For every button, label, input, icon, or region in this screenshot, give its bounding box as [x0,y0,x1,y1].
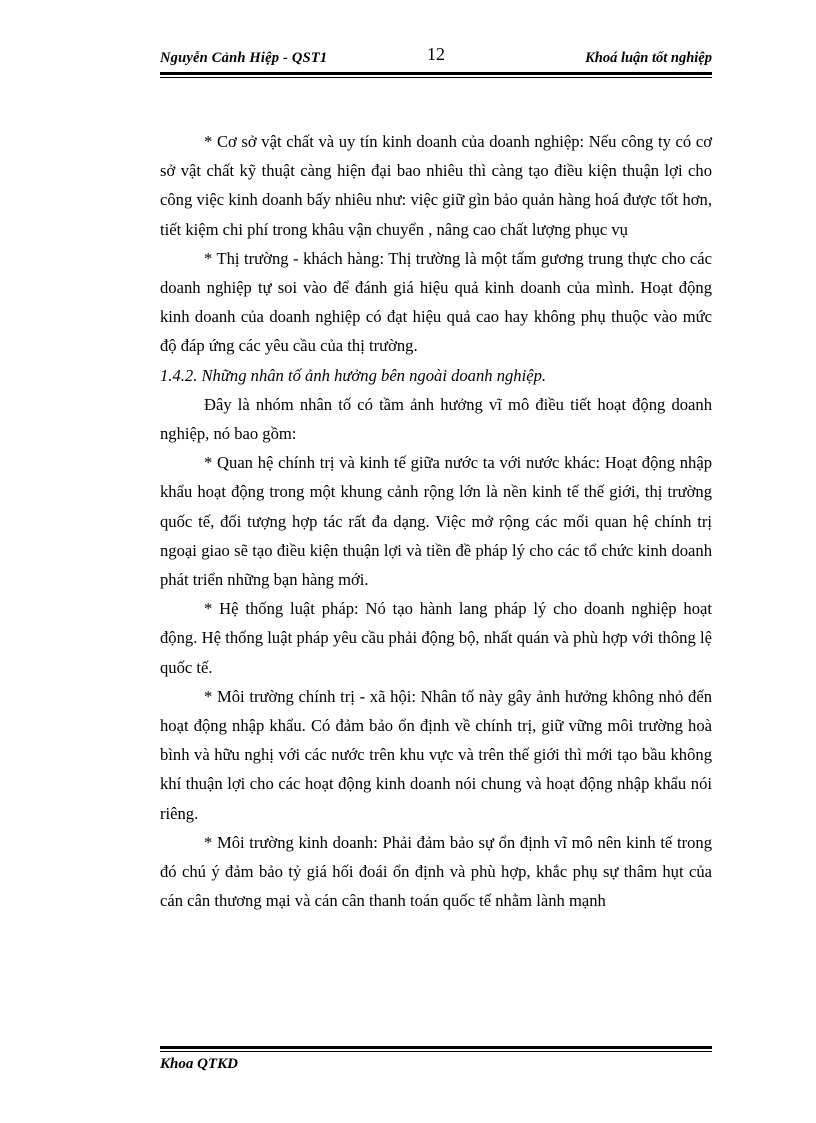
page-body [160,127,712,915]
page-number: 12 [427,44,445,64]
paragraph-business-environment: * Môi trường kinh doanh: Phải đảm bảo sự ổn định vĩ mô nên kinh tế trong đó chú ý đảm bảo tỷ giá hối đoái ổn định và phù hợp, khắc phụ sự thâm hụt của cán cân thương mại và cán cân thanh toán quốc tế nhằm lành mạnh [160,832,712,911]
header-doc-title: Khoá luận tốt nghiệp [585,50,712,66]
paragraph-political-relations: * Quan hệ chính trị và kinh tế giữa nước ta với nước khác: Hoạt động nhập khẩu hoạt động trong một khung cảnh rộng lớn là nền kinh tế thế giới, thị trường quốc tế, đối tượng hợp tác rất đa dạng. Việc mở rộng các mối quan hệ chính trị ngoại giao sẽ tạo điều kiện thuận lợi và tiền đề pháp lý cho các tổ chức kinh doanh phát triển những bạn hàng mới. [160,453,712,590]
page-header [160,44,712,68]
paragraph-political-social: * Môi trường chính trị - xã hội: Nhân tố này gây ảnh hưởng không nhỏ đến hoạt động nhập khẩu. Có đảm bảo ổn định về chính trị, giữ vững môi trường hoà bình và hữu nghị với các nước trên khu vực và trên thế giới thì mới tạo bầu không khí thuận lợi cho các hoạt động kinh doanh nói chung và hoạt động nhập khẩu nói riêng. [160,686,712,823]
paragraph-intro: Đây là nhóm nhân tố có tầm ảnh hưởng vĩ mô điều tiết hoạt động doanh nghiệp, nó bao gồm: [160,394,712,444]
paragraph-facilities: * Cơ sở vật chất và uy tín kinh doanh của doanh nghiệp: Nếu công ty có cơ sở vật chất kỹ thuật càng hiện đại bao nhiêu thì càng tạo điều kiện thuận lợi cho công việc kinh doanh bấy nhiêu như: việc giữ gìn bảo quản hàng hoá được tốt hơn, tiết kiệm chi phí trong khâu vận chuyển , nâng cao chất lượng phục vụ [160,132,712,239]
header-rule [160,72,712,78]
paragraph-market: * Thị trường - khách hàng: Thị trường là một tấm gương trung thực cho các doanh nghiệp tự soi vào để đánh giá hiệu quả kinh doanh của mình. Hoạt động kinh doanh của doanh nghiệp có đạt hiệu quả cao hay không phụ thuộc vào mức độ đáp ứng các yêu cầu của thị trường. [160,248,712,356]
section-heading: 1.4.2. Những nhân tố ảnh hưởng bên ngoài doanh nghiệp. [160,365,547,385]
footer-rule [160,1046,712,1052]
paragraph-legal-system: * Hệ thống luật pháp: Nó tạo hành lang pháp lý cho doanh nghiệp hoạt động. Hệ thống luật pháp yêu cầu phải động bộ, nhất quán và phù hợp với thông lệ quốc tế. [160,599,712,677]
header-author: Nguyễn Cảnh Hiệp - QST1 [160,50,328,66]
footer-department: Khoa QTKD [160,1056,238,1072]
